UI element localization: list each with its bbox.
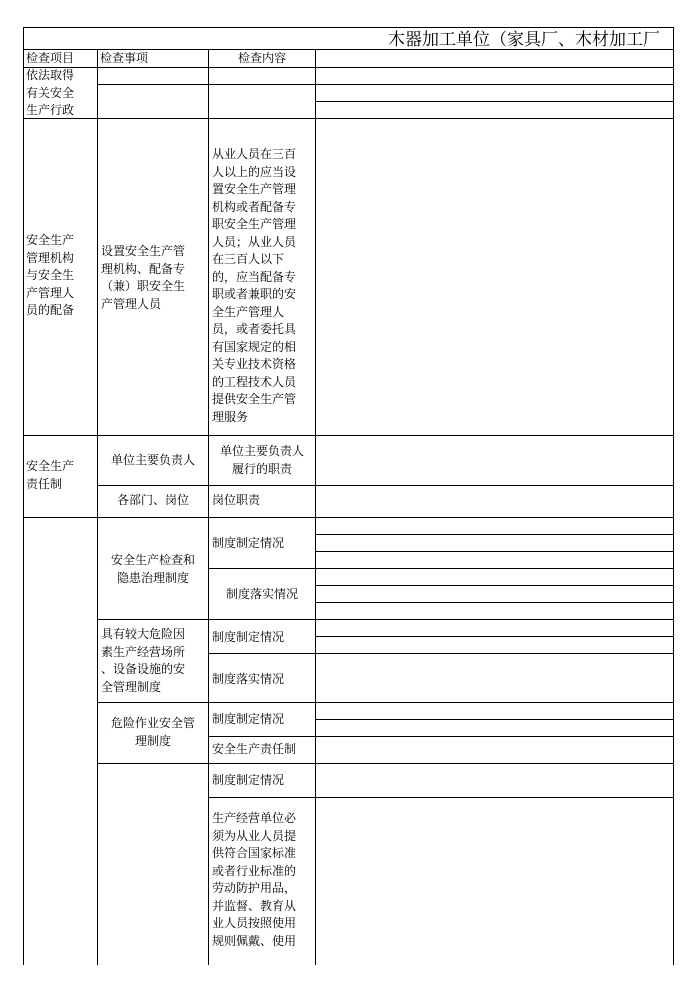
matter-dangerous-work: 危险作业安全管 理制度 xyxy=(110,716,195,748)
item-legal-permit: 依法取得 有关安全 生产行政 xyxy=(26,68,75,117)
matter-departments: 各部门、岗位 xyxy=(116,493,189,507)
content-hazard-implemented: 制度落实情况 xyxy=(212,672,285,686)
content-dangerous-made: 制度制定情况 xyxy=(212,712,285,726)
matter-principal: 单位主要负责人 xyxy=(110,453,195,467)
item-management-org: 安全生产 管理机构 与安全生 产管理人 员的配备 xyxy=(26,233,75,317)
content-inspection-made: 制度制定情况 xyxy=(212,536,285,550)
column-header-content: 检查内容 xyxy=(237,51,286,65)
content-inspection-implemented: 制度落实情况 xyxy=(225,587,298,601)
content-management-org: 从业人员在三百 人以上的应当设 置安全生产管理 机构或者配备专 职安全生产管理 人员；从业人员 在三百人以下 的，应当配备专 职或者兼职的安 全生产管理人 员，或者委托具 有国家规定的相 关专业技术资格 的工程技术人员 提供安全生产管 理服务 xyxy=(212,147,297,424)
content-dangerous-responsibility: 安全生产责任制 xyxy=(212,742,297,756)
matter-hazard-sites: 具有较大危险因 素生产经营场所 、设备设施的安 全管理制度 xyxy=(101,627,186,694)
matter-management-org: 设置安全生产管 理机构、配备专 （兼）职安全生 产管理人员 xyxy=(101,244,186,311)
column-header-item: 检查项目 xyxy=(26,51,75,65)
content-hazard-made: 制度制定情况 xyxy=(212,630,285,644)
item-responsibility: 安全生产 责任制 xyxy=(26,459,75,491)
document-title: 木器加工单位（家具厂、木材加工厂 xyxy=(388,30,660,50)
content-ppe-made: 制度制定情况 xyxy=(212,773,285,787)
content-principal-duties: 单位主要负责人 履行的职责 xyxy=(219,444,304,476)
content-post-duties: 岗位职责 xyxy=(212,493,261,507)
content-ppe-provision: 生产经营单位必 须为从业人员提 供符合国家标准 或者行业标准的 劳动防护用品， 并监督、教育从 业人员按照使用 规则佩戴、使用 xyxy=(212,811,297,948)
column-header-matter: 检查事项 xyxy=(100,51,149,65)
matter-inspection-system: 安全生产检查和 隐患治理制度 xyxy=(110,553,195,585)
